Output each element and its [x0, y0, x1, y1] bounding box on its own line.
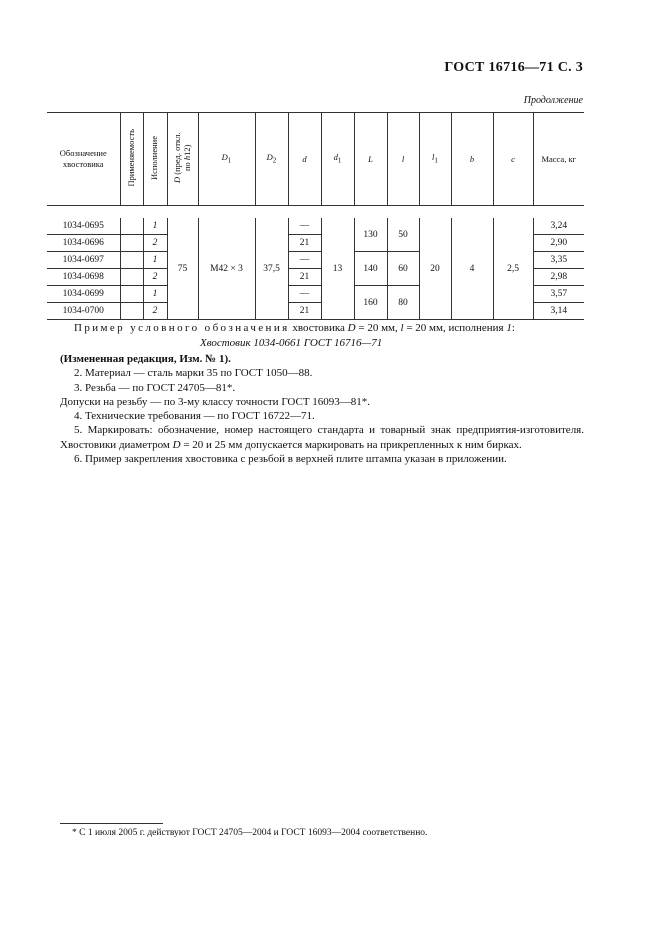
- footnote: * С 1 июля 2005 г. действуют ГОСТ 24705—2004 и ГОСТ 16093—2004 соответственно.: [72, 828, 428, 838]
- paragraph-4: 4. Технические требования — по ГОСТ 16722—71.: [74, 410, 315, 423]
- paragraph-2: 2. Материал — сталь марки 35 по ГОСТ 1050—88.: [74, 367, 313, 380]
- revision-note: (Измененная редакция, Изм. № 1).: [60, 353, 231, 365]
- table-header-row: [47, 113, 584, 206]
- paragraph-3: 3. Резьба — по ГОСТ 24705—81*.: [74, 381, 236, 394]
- designation-example: Пример условного обозначения хвостовика D = 20 мм, l = 20 мм, исполнения 1:: [74, 322, 515, 334]
- header-c: c: [493, 113, 533, 206]
- dimensions-table: [47, 112, 584, 320]
- header-D: D (пред. откл. по h12): [167, 113, 198, 206]
- header-d: d: [288, 113, 321, 206]
- body-text: [60, 352, 584, 466]
- paragraph-5: 5. Маркировать: обозначение, номер настоящего стандарта и товарный знак предприятия-изготовителя. Хвостовики диаметром D = 20 и 25 мм допускается маркировать на прикрепленных к ним бирках.: [60, 424, 584, 451]
- table-row: 1034-0695 1 75 М42 × 3 37,5 — 13 130 50 20 4 2,5 3,24: [47, 218, 584, 235]
- table-row: 1034-0698 2 21 2,98: [47, 269, 584, 286]
- footnote-divider: [60, 823, 163, 824]
- header-execution: Исполнение: [143, 113, 167, 206]
- tolerances-note: Допуски на резьбу — по 3-му классу точности ГОСТ 16093—81*.: [60, 395, 371, 408]
- table-row: 1034-0696 2 21 2,90: [47, 235, 584, 252]
- header-d1: $d_1$: [321, 113, 354, 206]
- header-l: l: [387, 113, 419, 206]
- paragraph-6: 6. Пример закрепления хвостовика с резьбой в верхней плите штампа указан в приложении.: [74, 453, 507, 466]
- header-applicability: Применяемость: [120, 113, 143, 206]
- header-l1: $l_1$: [419, 113, 451, 206]
- header-designation: Обозначение хвостовика: [47, 113, 120, 206]
- header-D2: $D_2$: [255, 113, 288, 206]
- header-mass: Масса, кг: [533, 113, 584, 206]
- page-header: ГОСТ 16716—71 С. 3: [444, 60, 583, 75]
- continuation-label: Продолжение: [523, 95, 583, 106]
- header-L: L: [354, 113, 387, 206]
- table-row: 1034-0697 1 — 140 60 3,35: [47, 252, 584, 269]
- table-row: 1034-0699 1 — 160 80 3,57: [47, 286, 584, 303]
- table-row: 1034-0700 2 21 3,14: [47, 303, 584, 320]
- header-D1: $D_1$: [198, 113, 255, 206]
- designation-example-code: Хвостовик 1034-0661 ГОСТ 16716—71: [200, 337, 383, 349]
- header-b: b: [451, 113, 493, 206]
